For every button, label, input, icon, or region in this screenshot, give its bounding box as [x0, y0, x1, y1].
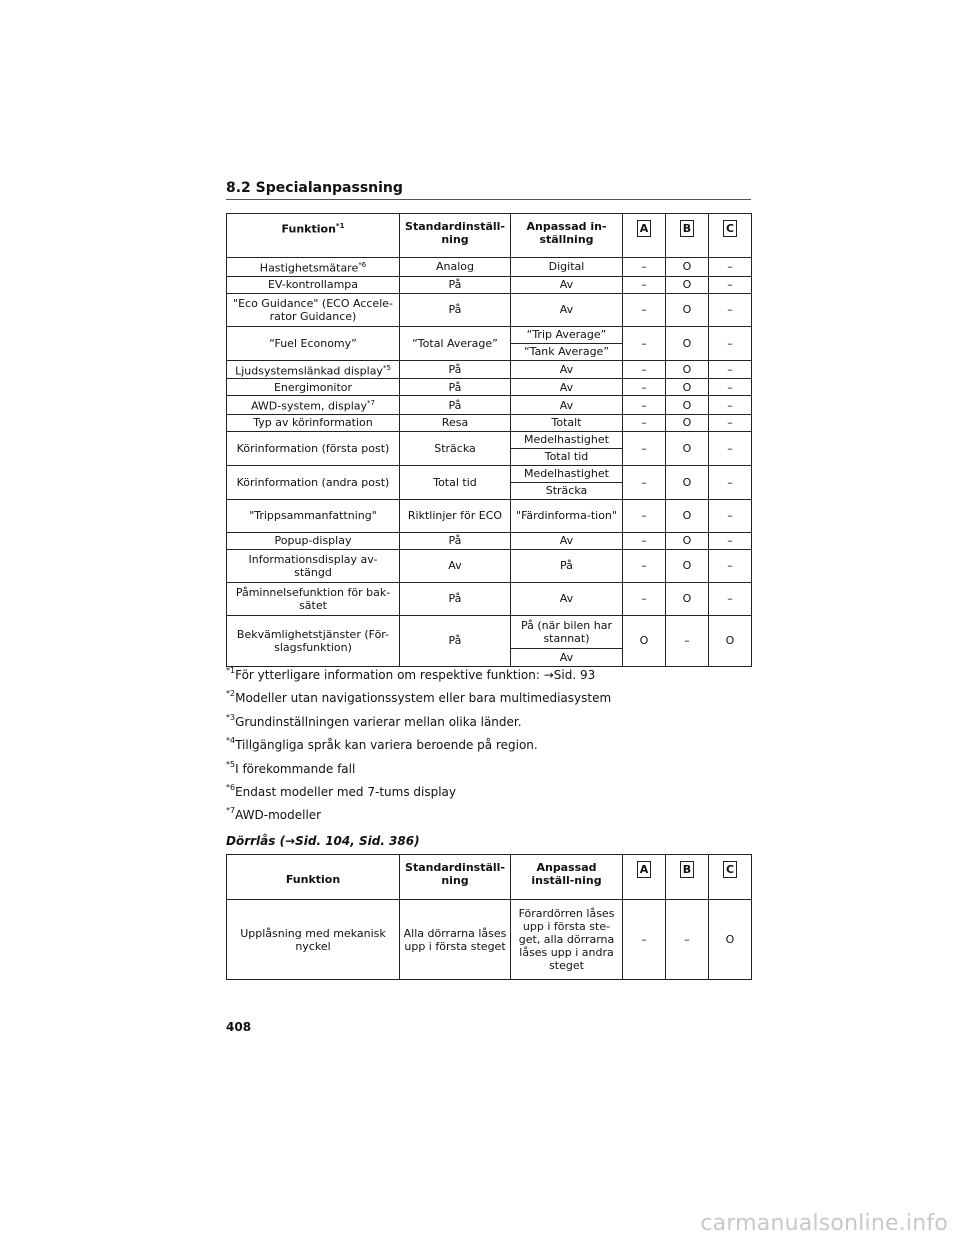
table-cell: Av — [511, 532, 623, 549]
table-cell: – — [709, 326, 752, 360]
header-custom: Anpassad in-ställning — [511, 214, 623, 258]
table-row — [227, 276, 752, 293]
table-row — [227, 258, 752, 277]
letter-a-badge: A — [637, 220, 651, 237]
table-cell: – — [623, 499, 666, 532]
table-cell: Upplåsning med mekanisk nyckel — [227, 900, 400, 980]
table-row — [227, 532, 752, 549]
header-default: Standardinställ-ning — [400, 214, 511, 258]
table-cell: – — [623, 549, 666, 582]
cell-text: Hastighetsmätare — [259, 261, 359, 275]
table-cell: – — [666, 615, 709, 666]
table-cell: På — [400, 293, 511, 326]
table-row — [227, 499, 752, 532]
footnote — [226, 687, 751, 710]
table-header-row — [227, 214, 752, 258]
table-cell: Energimonitor — [227, 379, 400, 396]
table-cell: Informationsdisplay av-stängd — [227, 549, 400, 582]
table-cell: Popup-display — [227, 532, 400, 549]
table-cell: Av — [511, 582, 623, 615]
table-cell: – — [709, 379, 752, 396]
table-cell: “Total Average” — [400, 326, 511, 360]
header-b — [666, 214, 709, 258]
table-cell: På — [400, 360, 511, 379]
letter-a-badge: A — [637, 861, 651, 878]
table-cell: – — [623, 276, 666, 293]
table-cell — [227, 396, 400, 415]
footnotes — [226, 664, 751, 828]
cell-text: Endast modeller med 7-tums display — [235, 784, 456, 799]
table-row — [227, 431, 752, 448]
table-cell: O — [666, 293, 709, 326]
footnote-mark: *5 — [226, 759, 236, 769]
header-function — [227, 214, 400, 258]
table-cell: Bekvämlighetstjänster (För-slagsfunktion) — [227, 615, 400, 666]
table-cell: O — [666, 431, 709, 465]
table-cell: O — [666, 258, 709, 277]
cell-text: AWD-modeller — [235, 808, 322, 823]
table-cell: På — [511, 549, 623, 582]
table-cell: – — [623, 326, 666, 360]
page-number: 408 — [226, 1020, 252, 1034]
table-row — [227, 549, 752, 582]
table-cell: Av — [400, 549, 511, 582]
table-cell: – — [709, 276, 752, 293]
table-cell: – — [709, 396, 752, 415]
table-cell: "Trippsammanfattning" — [227, 499, 400, 532]
footnote-mark: *3 — [226, 712, 236, 722]
section-title: 8.2 Specialanpassning — [226, 178, 751, 200]
header-a — [623, 214, 666, 258]
table-row — [227, 379, 752, 396]
footnote — [226, 711, 751, 734]
table-cell: Analog — [400, 258, 511, 277]
footnote — [226, 804, 751, 827]
header-c — [709, 214, 752, 258]
cell-text: Funktion — [281, 222, 336, 236]
table-cell: Av — [511, 648, 623, 666]
table-row — [227, 326, 752, 343]
watermark: carmanualsonline.info — [700, 1211, 948, 1236]
table-cell: Typ av körinformation — [227, 414, 400, 431]
table-cell: På — [400, 582, 511, 615]
table-cell: På — [400, 396, 511, 415]
table-cell: Påminnelsefunktion för bak-sätet — [227, 582, 400, 615]
table-cell: På (när bilen har stannat) — [511, 615, 623, 648]
footnote — [226, 781, 751, 804]
header-default: Standardinställ-ning — [400, 855, 511, 900]
cell-text: Modeller utan navigationssystem eller bara multimediasystem — [235, 691, 612, 706]
table-cell: Resa — [400, 414, 511, 431]
table-cell: – — [623, 396, 666, 415]
table-cell: EV-kontrollampa — [227, 276, 400, 293]
footnote-mark: *6 — [226, 782, 236, 792]
table-cell: "Färdinforma-tion" — [511, 499, 623, 532]
footnote-mark: *1 — [226, 666, 236, 675]
table-cell: Alla dörrarna låses upp i första steget — [400, 900, 511, 980]
table-cell: – — [623, 532, 666, 549]
footnote-mark: *6 — [358, 261, 367, 269]
table-cell: Sträcka — [400, 431, 511, 465]
header-custom: Anpassad inställ-ning — [511, 855, 623, 900]
table-cell: – — [709, 582, 752, 615]
cell-text: Grundinställningen varierar mellan olika länder. — [235, 714, 522, 729]
table-cell: – — [709, 465, 752, 499]
table-cell: O — [623, 615, 666, 666]
door-lock-table — [226, 854, 752, 980]
header-b — [666, 855, 709, 900]
table-cell: Totalt — [511, 414, 623, 431]
table-cell: Av — [511, 360, 623, 379]
table-cell: O — [666, 396, 709, 415]
footnote-mark: *1 — [335, 222, 345, 230]
table-row — [227, 900, 752, 980]
table-cell: Körinformation (andra post) — [227, 465, 400, 499]
table-cell: O — [666, 549, 709, 582]
table-cell: – — [709, 532, 752, 549]
table-cell: – — [709, 549, 752, 582]
table-cell: O — [666, 379, 709, 396]
table-cell: På — [400, 615, 511, 666]
table-cell: – — [623, 360, 666, 379]
table-cell: På — [400, 532, 511, 549]
table-cell: – — [709, 431, 752, 465]
cell-text: För ytterligare information om respektive funktion: →Sid. 93 — [235, 668, 596, 682]
table-cell: – — [709, 293, 752, 326]
footnote — [226, 758, 751, 781]
table-cell: O — [666, 326, 709, 360]
table-cell: O — [666, 414, 709, 431]
letter-c-badge: C — [723, 861, 737, 878]
table-cell: – — [709, 258, 752, 277]
table-header-row — [227, 855, 752, 900]
table-cell: Av — [511, 396, 623, 415]
table-cell: – — [623, 379, 666, 396]
table-cell: “Trip Average” — [511, 326, 623, 343]
table-cell: Av — [511, 293, 623, 326]
table-row — [227, 360, 752, 379]
table-cell: O — [666, 465, 709, 499]
table-cell: O — [709, 900, 752, 980]
table-cell: Av — [511, 379, 623, 396]
footnote-mark: *2 — [226, 689, 236, 699]
table-row — [227, 414, 752, 431]
table-cell — [227, 360, 400, 379]
table-cell: “Tank Average” — [511, 343, 623, 360]
table-row — [227, 396, 752, 415]
customization-table — [226, 213, 752, 667]
table-row — [227, 582, 752, 615]
footnote-mark: *5 — [382, 363, 391, 372]
letter-c-badge: C — [723, 220, 737, 237]
footnote-mark: *4 — [226, 736, 236, 746]
table-cell: "Eco Guidance" (ECO Accele-rator Guidance) — [227, 293, 400, 326]
table-cell: På — [400, 379, 511, 396]
cell-text: Ljudsystemslänkad display — [235, 364, 383, 378]
table-cell: – — [623, 293, 666, 326]
table-cell: “Fuel Economy” — [227, 326, 400, 360]
table-cell: Medelhastighet — [511, 431, 623, 448]
table-cell: O — [666, 499, 709, 532]
table-cell: – — [623, 465, 666, 499]
table-cell: – — [623, 900, 666, 980]
table-cell: Förardörren låses upp i första ste-get, alla dörrarna låses upp i andra steget — [511, 900, 623, 980]
subsection-title: Dörrlås (→Sid. 104, Sid. 386) — [226, 834, 420, 848]
table-cell: På — [400, 276, 511, 293]
table-cell: Sträcka — [511, 482, 623, 499]
cell-text: I förekommande fall — [235, 761, 356, 776]
table-cell: Av — [511, 276, 623, 293]
table-cell: – — [623, 431, 666, 465]
table-cell: O — [666, 532, 709, 549]
table-cell — [227, 258, 400, 277]
table-cell: Medelhastighet — [511, 465, 623, 482]
table-row — [227, 615, 752, 648]
table-cell: – — [709, 360, 752, 379]
cell-text: Tillgängliga språk kan variera beroende på region. — [235, 738, 538, 753]
header-function: Funktion — [227, 855, 400, 900]
table-cell: – — [623, 258, 666, 277]
table-cell: – — [623, 414, 666, 431]
header-c — [709, 855, 752, 900]
table-cell: O — [709, 615, 752, 666]
table-cell: Digital — [511, 258, 623, 277]
cell-text: AWD-system, display — [250, 399, 368, 413]
table-row — [227, 465, 752, 482]
table-cell: O — [666, 582, 709, 615]
footnote-mark: *7 — [226, 806, 236, 816]
footnote-mark: *7 — [367, 399, 376, 408]
footnote — [226, 664, 751, 687]
letter-b-badge: B — [680, 220, 694, 237]
footnote — [226, 734, 751, 757]
table-cell: O — [666, 360, 709, 379]
table-cell: Körinformation (första post) — [227, 431, 400, 465]
table-cell: – — [709, 499, 752, 532]
header-a — [623, 855, 666, 900]
table-row — [227, 293, 752, 326]
table-cell: – — [666, 900, 709, 980]
table-cell: – — [709, 414, 752, 431]
table-cell: – — [623, 582, 666, 615]
table-cell: O — [666, 276, 709, 293]
table-cell: Total tid — [511, 448, 623, 465]
table-cell: Riktlinjer för ECO — [400, 499, 511, 532]
letter-b-badge: B — [680, 861, 694, 878]
table-cell: Total tid — [400, 465, 511, 499]
